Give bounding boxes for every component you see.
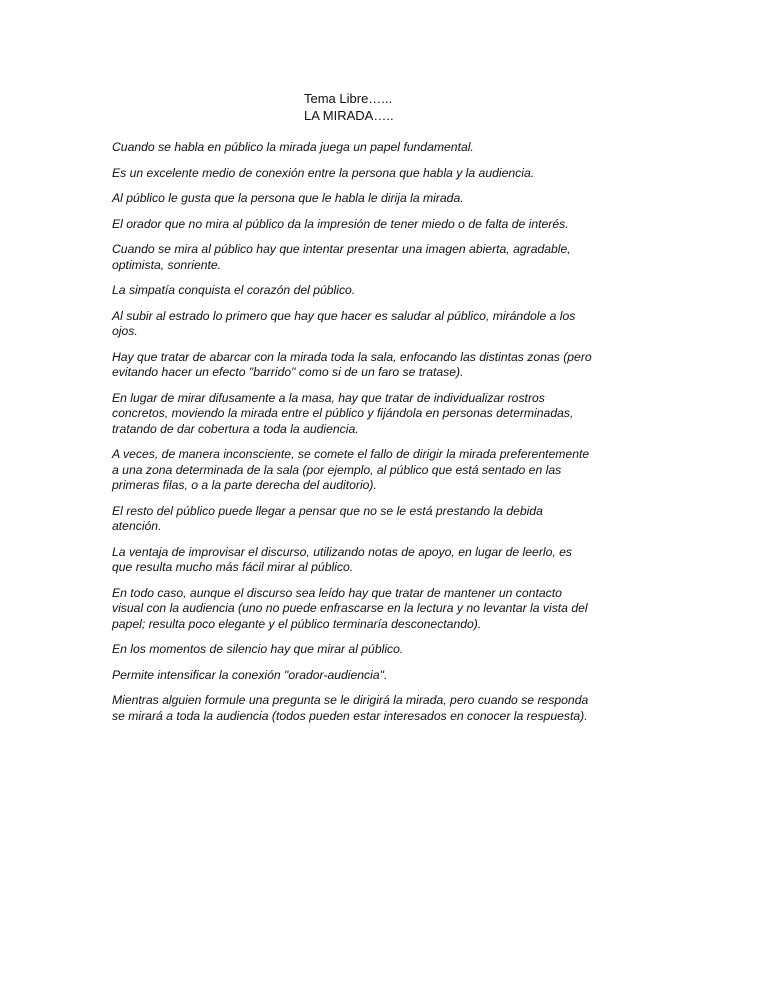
- paragraph-3: Al público le gusta que la persona que le habla le dirija la mirada.: [112, 191, 464, 205]
- paragraph-4: El orador que no mira al público da la impresión de tener miedo o de falta de interés.: [112, 216, 569, 231]
- paragraph-2: Es un excelente medio de conexión entre la persona que habla y la audiencia.: [112, 165, 535, 180]
- document-title: [304, 90, 394, 124]
- paragraph-6: La simpatía conquista el corazón del público.: [112, 283, 356, 297]
- document-body: [112, 140, 592, 734]
- paragraph-13: En todo caso, aunque el discurso sea leído hay que tratar de mantener un contacto visual con la audiencia (uno no puede enfrascarse en la lectura y no levantar la vista del papel; resulta poco elegante y el público terminaría desconectando).: [112, 585, 588, 631]
- paragraph-1: Cuando se habla en público la mirada juega un papel fundamental.: [112, 140, 474, 154]
- paragraph-12: La ventaja de improvisar el discurso, utilizando notas de apoyo, en lugar de leerlo, es que resulta mucho más fácil mirar al público.: [112, 544, 573, 574]
- paragraph-15: Permite intensificar la conexión "orador-audiencia".: [112, 667, 388, 682]
- paragraph-16: Mientras alguien formule una pregunta se le dirigirá la mirada, pero cuando se responda se mirará a toda la audiencia (todos pueden estar interesados en conocer la respuesta).: [112, 693, 589, 723]
- paragraph-9: En lugar de mirar difusamente a la masa, hay que tratar de individualizar rostros concretos, moviendo la mirada entre el público y fijándola en personas determinadas, tratando de dar cobertura a toda la audiencia.: [112, 390, 574, 436]
- title-line-heading: LA MIRADA…..: [304, 108, 394, 123]
- paragraph-14: En los momentos de silencio hay que mirar al público.: [112, 642, 404, 656]
- paragraph-7: Al subir al estrado lo primero que hay que hacer es saludar al público, mirándole a los ojos.: [112, 308, 576, 338]
- paragraph-8: Hay que tratar de abarcar con la mirada toda la sala, enfocando las distintas zonas (pero evitando hacer un efecto "barrido" como si de un faro se tratase).: [112, 349, 592, 379]
- title-line-topic: Tema Libre…...: [304, 91, 393, 106]
- paragraph-10: A veces, de manera inconsciente, se comete el fallo de dirigir la mirada preferentemente a una zona determinada de la sala (por ejemplo, al público que está sentado en las primeras filas, o a la parte derecha del auditorio).: [112, 447, 590, 492]
- paragraph-5: Cuando se mira al público hay que intentar presentar una imagen abierta, agradable, optimista, sonriente.: [112, 242, 571, 272]
- paragraph-11: El resto del público puede llegar a pensar que no se le está prestando la debida atención.: [112, 503, 543, 533]
